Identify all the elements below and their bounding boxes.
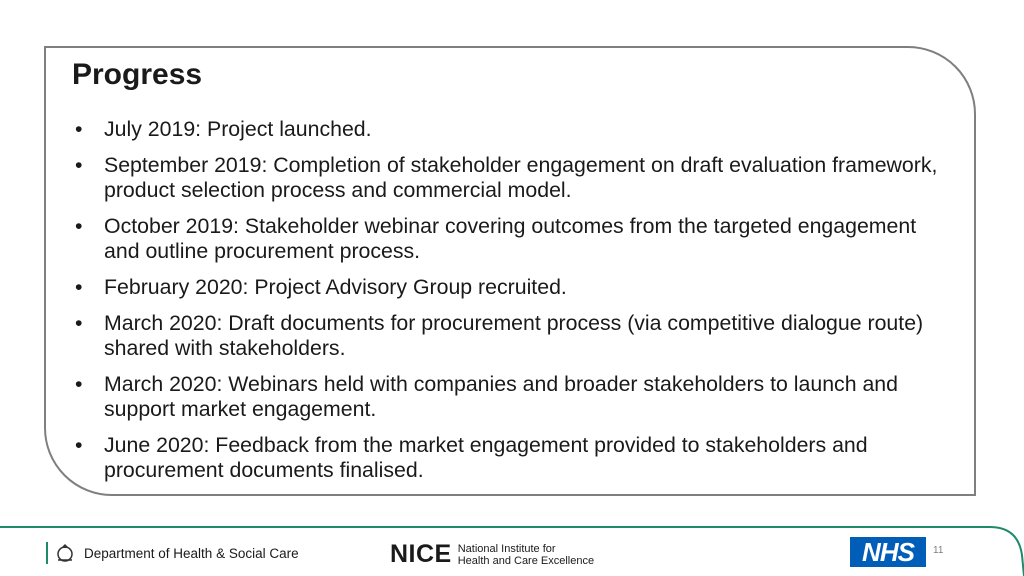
- nhs-wordmark: NHS: [862, 536, 914, 567]
- bullet-icon: •: [75, 117, 83, 141]
- nice-subtitle-line1: National Institute for: [457, 542, 556, 555]
- dhsc-label: Department of Health & Social Care: [84, 545, 299, 561]
- bullet-icon: •: [75, 372, 83, 396]
- nice-subtitle-line2: Health and Care Excellence: [457, 554, 595, 567]
- list-item: [72, 433, 952, 483]
- list-item: [72, 153, 952, 203]
- list-item: [72, 275, 952, 300]
- bullet-icon: •: [75, 433, 83, 457]
- progress-list: [72, 117, 952, 494]
- list-item-text: July 2019: Project launched.: [104, 117, 372, 141]
- list-item-text: March 2020: Draft documents for procurement process (via competitive dialogue route) shared with stakeholders.: [104, 311, 924, 360]
- list-item: [72, 372, 952, 422]
- list-item: [72, 214, 952, 264]
- list-item-text: September 2019: Completion of stakeholder engagement on draft evaluation framework, product selection process and commercial model.: [104, 153, 938, 202]
- list-item-text: October 2019: Stakeholder webinar covering outcomes from the targeted engagement and outline procurement process.: [104, 214, 917, 263]
- nice-wordmark: NICE: [390, 540, 452, 568]
- list-item: [72, 117, 952, 142]
- nice-subtitle: [458, 543, 594, 567]
- bullet-icon: •: [75, 214, 83, 238]
- royal-crest-icon: [54, 542, 76, 564]
- slide-title: Progress: [72, 58, 203, 91]
- bullet-icon: •: [75, 153, 83, 177]
- list-item-text: June 2020: Feedback from the market engagement provided to stakeholders and procurement documents finalised.: [104, 433, 868, 482]
- page-number: 11: [933, 545, 944, 556]
- nice-logo: [390, 540, 594, 569]
- list-item-text: March 2020: Webinars held with companies and broader stakeholders to launch and support market engagement.: [104, 372, 898, 421]
- dhsc-accent-bar: [46, 542, 48, 564]
- bullet-icon: •: [75, 275, 83, 299]
- list-item-text: February 2020: Project Advisory Group recruited.: [104, 275, 567, 299]
- dhsc-logo: [46, 541, 299, 565]
- list-item: [72, 311, 952, 361]
- nhs-logo: [850, 537, 926, 567]
- bullet-icon: •: [75, 311, 83, 335]
